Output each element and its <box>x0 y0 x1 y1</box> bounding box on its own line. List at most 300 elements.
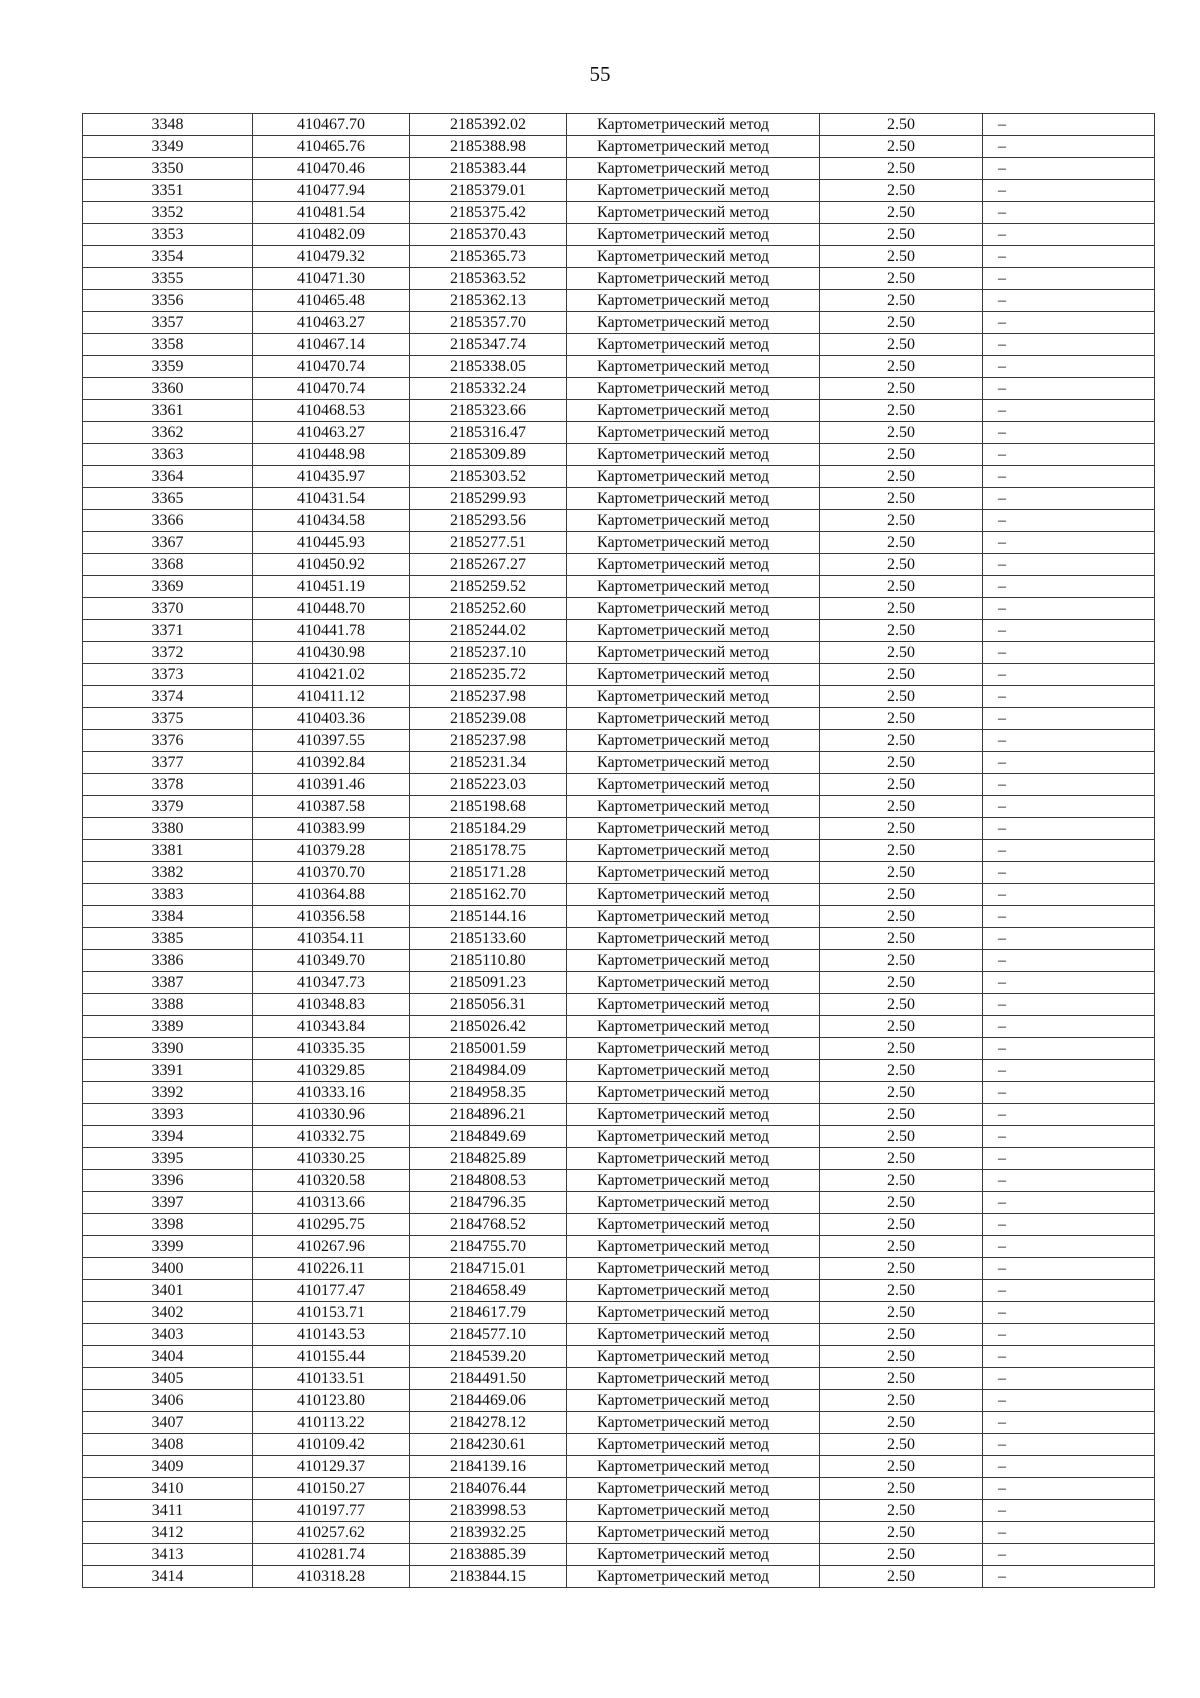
accuracy-cell: 2.50 <box>820 928 983 950</box>
accuracy-cell: 2.50 <box>820 598 983 620</box>
y-coordinate-cell: 2185244.02 <box>410 620 567 642</box>
x-coordinate-cell: 410479.32 <box>253 246 410 268</box>
x-coordinate-cell: 410467.70 <box>253 114 410 136</box>
method-cell: Картометрический метод <box>567 312 820 334</box>
note-cell: – <box>983 1302 1155 1324</box>
y-coordinate-cell: 2184768.52 <box>410 1214 567 1236</box>
method-cell: Картометрический метод <box>567 1236 820 1258</box>
y-coordinate-cell: 2185252.60 <box>410 598 567 620</box>
note-cell: – <box>983 774 1155 796</box>
x-coordinate-cell: 410477.94 <box>253 180 410 202</box>
note-cell: – <box>983 1346 1155 1368</box>
y-coordinate-cell: 2184230.61 <box>410 1434 567 1456</box>
y-coordinate-cell: 2183932.25 <box>410 1522 567 1544</box>
accuracy-cell: 2.50 <box>820 1346 983 1368</box>
note-cell: – <box>983 1192 1155 1214</box>
y-coordinate-cell: 2185223.03 <box>410 774 567 796</box>
accuracy-cell: 2.50 <box>820 1038 983 1060</box>
accuracy-cell: 2.50 <box>820 620 983 642</box>
table-row <box>83 598 1155 620</box>
table-row <box>83 730 1155 752</box>
accuracy-cell: 2.50 <box>820 818 983 840</box>
y-coordinate-cell: 2184796.35 <box>410 1192 567 1214</box>
point-number-cell: 3354 <box>83 246 253 268</box>
accuracy-cell: 2.50 <box>820 1060 983 1082</box>
x-coordinate-cell: 410177.47 <box>253 1280 410 1302</box>
x-coordinate-cell: 410349.70 <box>253 950 410 972</box>
note-cell: – <box>983 202 1155 224</box>
point-number-cell: 3389 <box>83 1016 253 1038</box>
table-row <box>83 1368 1155 1390</box>
note-cell: – <box>983 268 1155 290</box>
point-number-cell: 3413 <box>83 1544 253 1566</box>
x-coordinate-cell: 410470.74 <box>253 356 410 378</box>
x-coordinate-cell: 410470.46 <box>253 158 410 180</box>
y-coordinate-cell: 2185235.72 <box>410 664 567 686</box>
x-coordinate-cell: 410343.84 <box>253 1016 410 1038</box>
y-coordinate-cell: 2185198.68 <box>410 796 567 818</box>
accuracy-cell: 2.50 <box>820 1236 983 1258</box>
x-coordinate-cell: 410143.53 <box>253 1324 410 1346</box>
y-coordinate-cell: 2185178.75 <box>410 840 567 862</box>
note-cell: – <box>983 1082 1155 1104</box>
page-number: 55 <box>589 62 611 86</box>
method-cell: Картометрический метод <box>567 1544 820 1566</box>
table-row <box>83 136 1155 158</box>
point-number-cell: 3385 <box>83 928 253 950</box>
y-coordinate-cell: 2185293.56 <box>410 510 567 532</box>
method-cell: Картометрический метод <box>567 1170 820 1192</box>
note-cell: – <box>983 752 1155 774</box>
method-cell: Картометрический метод <box>567 708 820 730</box>
note-cell: – <box>983 686 1155 708</box>
table-row <box>83 774 1155 796</box>
y-coordinate-cell: 2185259.52 <box>410 576 567 598</box>
table-row <box>83 422 1155 444</box>
y-coordinate-cell: 2185347.74 <box>410 334 567 356</box>
note-cell: – <box>983 312 1155 334</box>
x-coordinate-cell: 410448.98 <box>253 444 410 466</box>
method-cell: Картометрический метод <box>567 1368 820 1390</box>
x-coordinate-cell: 410267.96 <box>253 1236 410 1258</box>
y-coordinate-cell: 2184825.89 <box>410 1148 567 1170</box>
note-cell: – <box>983 884 1155 906</box>
method-cell: Картометрический метод <box>567 290 820 312</box>
accuracy-cell: 2.50 <box>820 488 983 510</box>
y-coordinate-cell: 2185357.70 <box>410 312 567 334</box>
point-number-cell: 3386 <box>83 950 253 972</box>
x-coordinate-cell: 410482.09 <box>253 224 410 246</box>
x-coordinate-cell: 410403.36 <box>253 708 410 730</box>
table-row <box>83 1324 1155 1346</box>
accuracy-cell: 2.50 <box>820 642 983 664</box>
point-number-cell: 3353 <box>83 224 253 246</box>
note-cell: – <box>983 950 1155 972</box>
note-cell: – <box>983 466 1155 488</box>
point-number-cell: 3404 <box>83 1346 253 1368</box>
method-cell: Картометрический метод <box>567 246 820 268</box>
accuracy-cell: 2.50 <box>820 1104 983 1126</box>
method-cell: Картометрический метод <box>567 1060 820 1082</box>
table-row <box>83 862 1155 884</box>
method-cell: Картометрический метод <box>567 1258 820 1280</box>
note-cell: – <box>983 906 1155 928</box>
accuracy-cell: 2.50 <box>820 752 983 774</box>
table-row <box>83 1280 1155 1302</box>
y-coordinate-cell: 2185303.52 <box>410 466 567 488</box>
note-cell: – <box>983 576 1155 598</box>
y-coordinate-cell: 2185383.44 <box>410 158 567 180</box>
y-coordinate-cell: 2184715.01 <box>410 1258 567 1280</box>
x-coordinate-cell: 410226.11 <box>253 1258 410 1280</box>
table-row <box>83 1412 1155 1434</box>
method-cell: Картометрический метод <box>567 1192 820 1214</box>
note-cell: – <box>983 356 1155 378</box>
point-number-cell: 3352 <box>83 202 253 224</box>
note-cell: – <box>983 510 1155 532</box>
point-number-cell: 3390 <box>83 1038 253 1060</box>
accuracy-cell: 2.50 <box>820 664 983 686</box>
x-coordinate-cell: 410434.58 <box>253 510 410 532</box>
method-cell: Картометрический метод <box>567 334 820 356</box>
y-coordinate-cell: 2184755.70 <box>410 1236 567 1258</box>
table-row <box>83 532 1155 554</box>
note-cell: – <box>983 664 1155 686</box>
x-coordinate-cell: 410387.58 <box>253 796 410 818</box>
table-row <box>83 510 1155 532</box>
point-number-cell: 3398 <box>83 1214 253 1236</box>
table-row <box>83 1214 1155 1236</box>
y-coordinate-cell: 2185171.28 <box>410 862 567 884</box>
table-row <box>83 246 1155 268</box>
method-cell: Картометрический метод <box>567 1522 820 1544</box>
point-number-cell: 3374 <box>83 686 253 708</box>
y-coordinate-cell: 2185162.70 <box>410 884 567 906</box>
note-cell: – <box>983 554 1155 576</box>
method-cell: Картометрический метод <box>567 1434 820 1456</box>
y-coordinate-cell: 2185323.66 <box>410 400 567 422</box>
accuracy-cell: 2.50 <box>820 884 983 906</box>
method-cell: Картометрический метод <box>567 884 820 906</box>
y-coordinate-cell: 2185231.34 <box>410 752 567 774</box>
note-cell: – <box>983 598 1155 620</box>
table-body <box>83 114 1155 1588</box>
table-row <box>83 950 1155 972</box>
method-cell: Картометрический метод <box>567 1280 820 1302</box>
note-cell: – <box>983 1016 1155 1038</box>
y-coordinate-cell: 2184577.10 <box>410 1324 567 1346</box>
accuracy-cell: 2.50 <box>820 400 983 422</box>
accuracy-cell: 2.50 <box>820 532 983 554</box>
note-cell: – <box>983 180 1155 202</box>
point-number-cell: 3406 <box>83 1390 253 1412</box>
y-coordinate-cell: 2184539.20 <box>410 1346 567 1368</box>
table-row <box>83 1016 1155 1038</box>
x-coordinate-cell: 410391.46 <box>253 774 410 796</box>
table-row <box>83 202 1155 224</box>
method-cell: Картометрический метод <box>567 752 820 774</box>
table-row <box>83 180 1155 202</box>
method-cell: Картометрический метод <box>567 1038 820 1060</box>
accuracy-cell: 2.50 <box>820 1368 983 1390</box>
table-row <box>83 708 1155 730</box>
table-row <box>83 158 1155 180</box>
note-cell: – <box>983 1060 1155 1082</box>
method-cell: Картометрический метод <box>567 774 820 796</box>
accuracy-cell: 2.50 <box>820 158 983 180</box>
point-number-cell: 3363 <box>83 444 253 466</box>
table-row <box>83 554 1155 576</box>
method-cell: Картометрический метод <box>567 510 820 532</box>
y-coordinate-cell: 2185316.47 <box>410 422 567 444</box>
point-number-cell: 3370 <box>83 598 253 620</box>
x-coordinate-cell: 410468.53 <box>253 400 410 422</box>
table-row <box>83 334 1155 356</box>
note-cell: – <box>983 1236 1155 1258</box>
y-coordinate-cell: 2185001.59 <box>410 1038 567 1060</box>
method-cell: Картометрический метод <box>567 400 820 422</box>
x-coordinate-cell: 410370.70 <box>253 862 410 884</box>
point-number-cell: 3414 <box>83 1566 253 1588</box>
accuracy-cell: 2.50 <box>820 1412 983 1434</box>
note-cell: – <box>983 1148 1155 1170</box>
point-number-cell: 3399 <box>83 1236 253 1258</box>
x-coordinate-cell: 410257.62 <box>253 1522 410 1544</box>
note-cell: – <box>983 796 1155 818</box>
accuracy-cell: 2.50 <box>820 796 983 818</box>
accuracy-cell: 2.50 <box>820 202 983 224</box>
note-cell: – <box>983 1126 1155 1148</box>
table-row <box>83 818 1155 840</box>
y-coordinate-cell: 2184896.21 <box>410 1104 567 1126</box>
accuracy-cell: 2.50 <box>820 774 983 796</box>
accuracy-cell: 2.50 <box>820 1478 983 1500</box>
method-cell: Картометрический метод <box>567 994 820 1016</box>
x-coordinate-cell: 410133.51 <box>253 1368 410 1390</box>
accuracy-cell: 2.50 <box>820 730 983 752</box>
point-number-cell: 3351 <box>83 180 253 202</box>
x-coordinate-cell: 410329.85 <box>253 1060 410 1082</box>
x-coordinate-cell: 410448.70 <box>253 598 410 620</box>
table-row <box>83 488 1155 510</box>
x-coordinate-cell: 410313.66 <box>253 1192 410 1214</box>
accuracy-cell: 2.50 <box>820 466 983 488</box>
point-number-cell: 3409 <box>83 1456 253 1478</box>
accuracy-cell: 2.50 <box>820 1522 983 1544</box>
point-number-cell: 3371 <box>83 620 253 642</box>
method-cell: Картометрический метод <box>567 1456 820 1478</box>
note-cell: – <box>983 1280 1155 1302</box>
table-row <box>83 1082 1155 1104</box>
accuracy-cell: 2.50 <box>820 554 983 576</box>
method-cell: Картометрический метод <box>567 444 820 466</box>
table-row <box>83 1104 1155 1126</box>
accuracy-cell: 2.50 <box>820 1170 983 1192</box>
x-coordinate-cell: 410330.25 <box>253 1148 410 1170</box>
note-cell: – <box>983 488 1155 510</box>
x-coordinate-cell: 410318.28 <box>253 1566 410 1588</box>
y-coordinate-cell: 2184808.53 <box>410 1170 567 1192</box>
x-coordinate-cell: 410397.55 <box>253 730 410 752</box>
point-number-cell: 3393 <box>83 1104 253 1126</box>
point-number-cell: 3381 <box>83 840 253 862</box>
y-coordinate-cell: 2185144.16 <box>410 906 567 928</box>
point-number-cell: 3402 <box>83 1302 253 1324</box>
point-number-cell: 3364 <box>83 466 253 488</box>
y-coordinate-cell: 2184076.44 <box>410 1478 567 1500</box>
table-row <box>83 1456 1155 1478</box>
accuracy-cell: 2.50 <box>820 1544 983 1566</box>
note-cell: – <box>983 818 1155 840</box>
method-cell: Картометрический метод <box>567 202 820 224</box>
note-cell: – <box>983 1544 1155 1566</box>
x-coordinate-cell: 410109.42 <box>253 1434 410 1456</box>
method-cell: Картометрический метод <box>567 1214 820 1236</box>
table-row <box>83 1302 1155 1324</box>
point-number-cell: 3387 <box>83 972 253 994</box>
point-number-cell: 3362 <box>83 422 253 444</box>
table-row <box>83 356 1155 378</box>
point-number-cell: 3382 <box>83 862 253 884</box>
y-coordinate-cell: 2185370.43 <box>410 224 567 246</box>
table-row <box>83 1126 1155 1148</box>
note-cell: – <box>983 1434 1155 1456</box>
note-cell: – <box>983 1566 1155 1588</box>
method-cell: Картометрический метод <box>567 1302 820 1324</box>
point-number-cell: 3350 <box>83 158 253 180</box>
note-cell: – <box>983 620 1155 642</box>
x-coordinate-cell: 410463.27 <box>253 312 410 334</box>
note-cell: – <box>983 708 1155 730</box>
accuracy-cell: 2.50 <box>820 136 983 158</box>
note-cell: – <box>983 1170 1155 1192</box>
point-number-cell: 3359 <box>83 356 253 378</box>
point-number-cell: 3356 <box>83 290 253 312</box>
point-number-cell: 3368 <box>83 554 253 576</box>
x-coordinate-cell: 410421.02 <box>253 664 410 686</box>
y-coordinate-cell: 2185133.60 <box>410 928 567 950</box>
accuracy-cell: 2.50 <box>820 312 983 334</box>
table-row <box>83 466 1155 488</box>
table-row <box>83 1500 1155 1522</box>
table-row <box>83 1192 1155 1214</box>
point-number-cell: 3367 <box>83 532 253 554</box>
note-cell: – <box>983 1258 1155 1280</box>
point-number-cell: 3376 <box>83 730 253 752</box>
note-cell: – <box>983 136 1155 158</box>
x-coordinate-cell: 410347.73 <box>253 972 410 994</box>
accuracy-cell: 2.50 <box>820 422 983 444</box>
accuracy-cell: 2.50 <box>820 224 983 246</box>
x-coordinate-cell: 410129.37 <box>253 1456 410 1478</box>
accuracy-cell: 2.50 <box>820 1148 983 1170</box>
point-number-cell: 3366 <box>83 510 253 532</box>
point-number-cell: 3411 <box>83 1500 253 1522</box>
note-cell: – <box>983 1368 1155 1390</box>
y-coordinate-cell: 2185056.31 <box>410 994 567 1016</box>
note-cell: – <box>983 1456 1155 1478</box>
table-row <box>83 1434 1155 1456</box>
x-coordinate-cell: 410113.22 <box>253 1412 410 1434</box>
point-number-cell: 3405 <box>83 1368 253 1390</box>
point-number-cell: 3358 <box>83 334 253 356</box>
table-row <box>83 840 1155 862</box>
y-coordinate-cell: 2185110.80 <box>410 950 567 972</box>
point-number-cell: 3396 <box>83 1170 253 1192</box>
method-cell: Картометрический метод <box>567 686 820 708</box>
y-coordinate-cell: 2185237.98 <box>410 730 567 752</box>
point-number-cell: 3407 <box>83 1412 253 1434</box>
note-cell: – <box>983 1214 1155 1236</box>
table-row <box>83 796 1155 818</box>
x-coordinate-cell: 410465.48 <box>253 290 410 312</box>
y-coordinate-cell: 2185363.52 <box>410 268 567 290</box>
accuracy-cell: 2.50 <box>820 1324 983 1346</box>
method-cell: Картометрический метод <box>567 1104 820 1126</box>
accuracy-cell: 2.50 <box>820 972 983 994</box>
table-row <box>83 268 1155 290</box>
x-coordinate-cell: 410348.83 <box>253 994 410 1016</box>
x-coordinate-cell: 410364.88 <box>253 884 410 906</box>
accuracy-cell: 2.50 <box>820 1082 983 1104</box>
x-coordinate-cell: 410463.27 <box>253 422 410 444</box>
point-number-cell: 3360 <box>83 378 253 400</box>
note-cell: – <box>983 378 1155 400</box>
table-row <box>83 1346 1155 1368</box>
note-cell: – <box>983 444 1155 466</box>
note-cell: – <box>983 1038 1155 1060</box>
method-cell: Картометрический метод <box>567 1346 820 1368</box>
y-coordinate-cell: 2185379.01 <box>410 180 567 202</box>
method-cell: Картометрический метод <box>567 620 820 642</box>
note-cell: – <box>983 928 1155 950</box>
table-row <box>83 576 1155 598</box>
y-coordinate-cell: 2185237.98 <box>410 686 567 708</box>
y-coordinate-cell: 2185267.27 <box>410 554 567 576</box>
point-number-cell: 3373 <box>83 664 253 686</box>
table-row <box>83 1170 1155 1192</box>
point-number-cell: 3410 <box>83 1478 253 1500</box>
note-cell: – <box>983 158 1155 180</box>
x-coordinate-cell: 410470.74 <box>253 378 410 400</box>
method-cell: Картометрический метод <box>567 862 820 884</box>
x-coordinate-cell: 410481.54 <box>253 202 410 224</box>
note-cell: – <box>983 972 1155 994</box>
point-number-cell: 3355 <box>83 268 253 290</box>
point-number-cell: 3365 <box>83 488 253 510</box>
method-cell: Картометрический метод <box>567 576 820 598</box>
table-row <box>83 1038 1155 1060</box>
accuracy-cell: 2.50 <box>820 268 983 290</box>
y-coordinate-cell: 2185277.51 <box>410 532 567 554</box>
table-row <box>83 1478 1155 1500</box>
table-row <box>83 1236 1155 1258</box>
table-row <box>83 224 1155 246</box>
method-cell: Картометрический метод <box>567 1324 820 1346</box>
method-cell: Картометрический метод <box>567 1412 820 1434</box>
accuracy-cell: 2.50 <box>820 1302 983 1324</box>
table-row <box>83 400 1155 422</box>
note-cell: – <box>983 1500 1155 1522</box>
method-cell: Картометрический метод <box>567 488 820 510</box>
point-number-cell: 3403 <box>83 1324 253 1346</box>
x-coordinate-cell: 410431.54 <box>253 488 410 510</box>
note-cell: – <box>983 862 1155 884</box>
note-cell: – <box>983 422 1155 444</box>
method-cell: Картометрический метод <box>567 136 820 158</box>
method-cell: Картометрический метод <box>567 554 820 576</box>
point-number-cell: 3392 <box>83 1082 253 1104</box>
